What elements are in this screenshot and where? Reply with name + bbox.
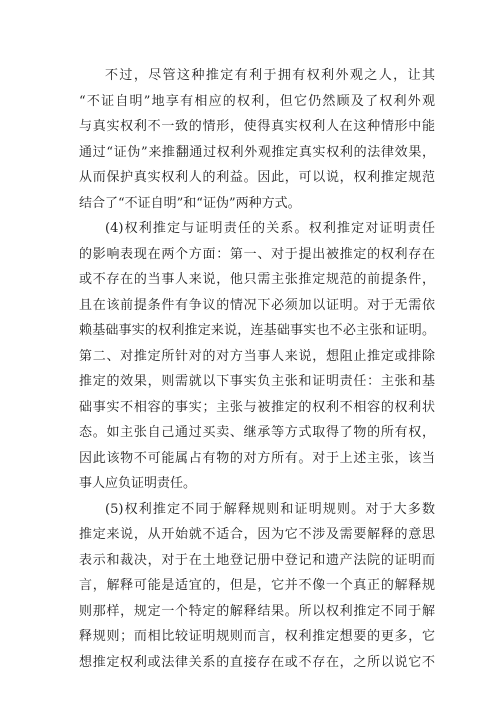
text-line: “不证自明”地享有相应的权利，但它仍然顾及了权利外观: [79, 93, 435, 109]
text-line: 事人应负证明责任。: [79, 476, 197, 491]
text-line: 赖基础事实的权利推定来说，连基础事实也不必主张和证明。: [79, 323, 435, 338]
text-line: 表示和裁决，对于在土地登记册中登记和遗产法院的证明而: [79, 552, 435, 568]
text-line: 则那样，规定一个特定的解释结果。所以权利推定不同于解: [79, 603, 435, 619]
text-line: 态。如主张自己通过买卖、继承等方式取得了物的所有权，: [79, 425, 435, 440]
text-line: 结合了“不证自明”和“证伪”两种方式。: [79, 195, 301, 211]
text-line: (4)权利推定与证明责任的关系。权利推定对证明责任: [105, 221, 435, 236]
text-line: 与真实权利不一致的情形，使得真实权利人在这种情形中能: [79, 119, 435, 134]
text-line: 因此该物不可能属占有物的对方所有。对于上述主张，该当: [79, 450, 435, 466]
text-line: 且在该前提条件有争议的情况下必须加以证明。对于无需依: [79, 297, 435, 313]
text-line: 的影响表现在两个方面：第一、对于提出被推定的权利存在: [79, 246, 435, 262]
text-line: 想推定权利或法律关系的直接存在或不存在，之所以说它不: [79, 654, 435, 670]
text-line: 或不存在的当事人来说，他只需主张推定规范的前提条件，: [79, 272, 435, 287]
text-line: 通过“证伪”来推翻通过权利外观推定真实权利的法律效果，: [79, 144, 435, 160]
text-line: 释规则；而相比较证明规则而言，权利推定想要的更多，它: [79, 629, 435, 644]
text-line: 言，解释可能是适宜的，但是，它并不像一个真正的解释规: [79, 578, 435, 593]
text-line: 推定来说，从开始就不适合，因为它不涉及需要解释的意思: [79, 527, 435, 542]
text-line: 从而保护真实权利人的利益。因此，可以说，权利推定规范: [79, 170, 435, 185]
text-line: 第二、对推定所针对的对方当事人来说，想阻止推定或排除: [79, 348, 435, 364]
text-line: 础事实不相容的事实；主张与被推定的权利不相容的权利状: [79, 399, 435, 415]
body-text: [79, 63, 435, 675]
text-line: (5)权利推定不同于解释规则和证明规则。对于大多数: [105, 501, 435, 517]
text-line: 推定的效果，则需就以下事实负主张和证明责任：主张和基: [79, 374, 435, 389]
paragraph-1: [79, 63, 435, 216]
paragraph-2: [79, 216, 435, 497]
text-line: 不过，尽管这种推定有利于拥有权利外观之人，让其: [105, 68, 435, 83]
paragraph-3: [79, 497, 435, 676]
